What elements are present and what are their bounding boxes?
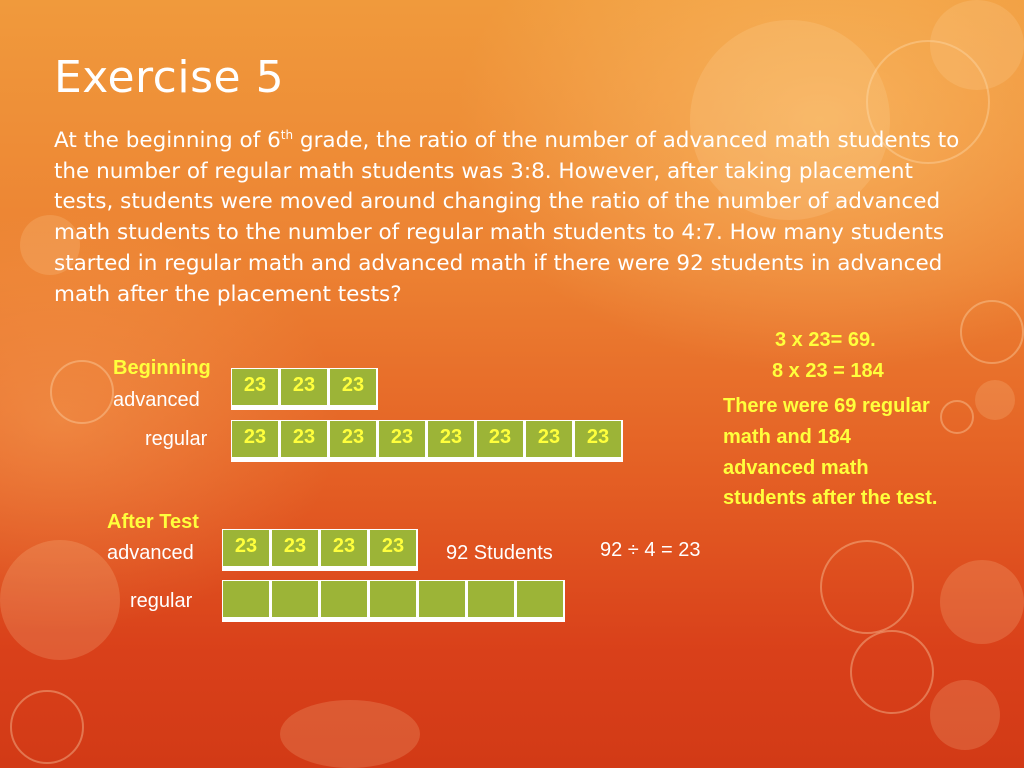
bokeh-decoration [940,400,974,434]
ordinal-suffix: th [280,127,294,142]
bar-cell: 23 [378,420,427,458]
beginning-regular-bar [231,420,623,462]
bar-cell-empty [418,580,467,618]
bar-cell: 23 [329,420,378,458]
bar-cell: 23 [231,368,280,406]
after-regular-bar [222,580,565,622]
bar-cell-empty [320,580,369,618]
bokeh-decoration [10,690,84,764]
bar-cell-empty [222,580,271,618]
bokeh-decoration [940,560,1024,644]
beginning-regular-label: regular [145,428,208,450]
beginning-advanced-bar [231,368,378,410]
bar-cell: 23 [574,420,623,458]
after-advanced-label: advanced [107,542,194,564]
bar-cell: 23 [427,420,476,458]
bar-cell: 23 [320,529,369,567]
solution-line-2: 8 x 23 = 184 [772,360,884,382]
after-test-heading: After Test [107,511,199,533]
bar-cell: 23 [476,420,525,458]
bar-cell: 23 [369,529,418,567]
bar-cell: 23 [231,420,280,458]
students-note: 92 Students [446,542,553,564]
bokeh-decoration [930,680,1000,750]
bar-cell-empty [271,580,320,618]
bar-cell-empty [516,580,565,618]
problem-text-rest: grade, the ratio of the number of advanced math students to the number of regular math students was 3:8. However, after taking placement tests, students were moved around changing the ratio of the number of advanced math students to the number of regular math students to 4:7. How many students started in regular math and advanced math if there were 92 students in advanced math after the placement tests? [54,128,960,307]
bar-cell: 23 [280,368,329,406]
bar-cell: 23 [329,368,378,406]
bokeh-decoration [850,630,934,714]
bokeh-decoration [930,0,1024,90]
bar-cell: 23 [525,420,574,458]
problem-text-start: At the beginning of 6 [54,128,281,153]
bar-cell-empty [369,580,418,618]
bokeh-decoration [280,700,420,768]
after-regular-label: regular [130,590,193,612]
bar-cell: 23 [271,529,320,567]
beginning-heading: Beginning [113,357,211,379]
bar-cell: 23 [280,420,329,458]
problem-text [54,126,964,310]
bokeh-decoration [50,360,114,424]
after-advanced-bar [222,529,418,571]
beginning-advanced-label: advanced [113,389,200,411]
bar-cell-empty [467,580,516,618]
solution-summary: There were 69 regular math and 184 advanced math students after the test. [723,395,938,510]
bokeh-decoration [960,300,1024,364]
slide-title: Exercise 5 [54,52,285,103]
division-equation: 92 ÷ 4 = 23 [600,539,701,561]
bokeh-decoration [0,540,120,660]
bokeh-decoration [820,540,914,634]
solution-line-1: 3 x 23= 69. [775,329,876,351]
bar-cell: 23 [222,529,271,567]
bokeh-decoration [975,380,1015,420]
